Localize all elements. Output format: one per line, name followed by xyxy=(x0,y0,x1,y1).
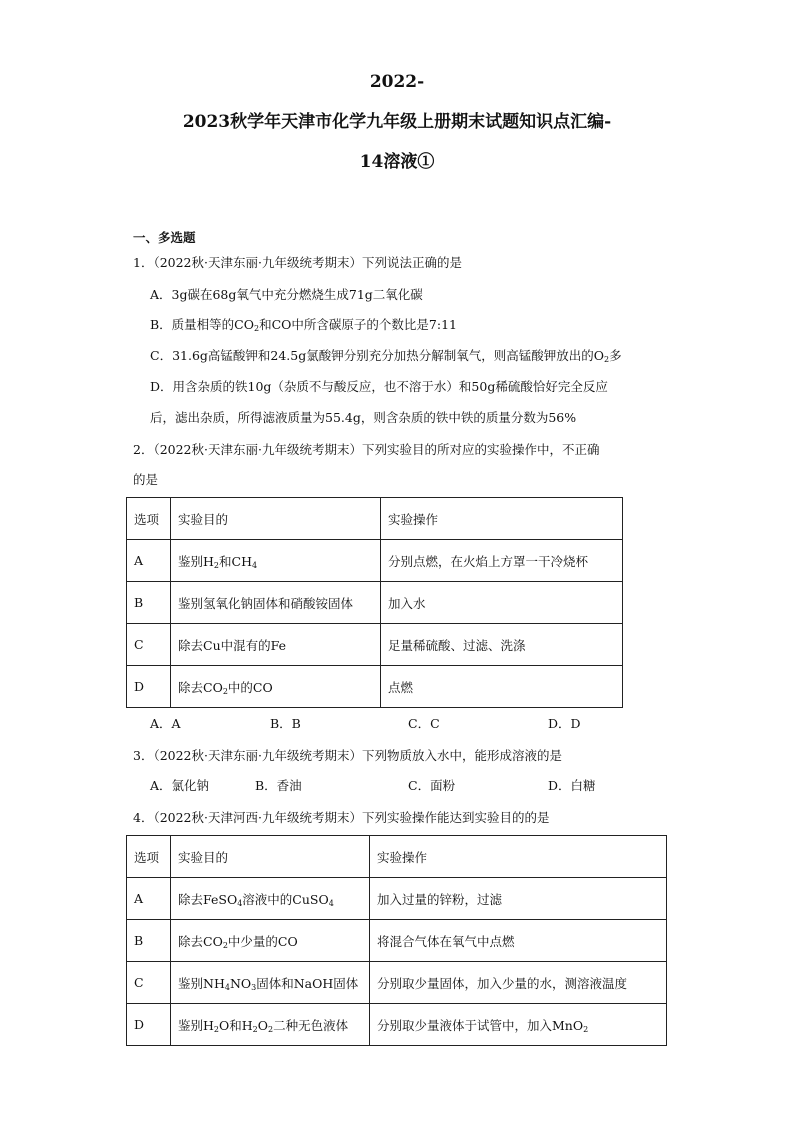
choice: D．D xyxy=(548,716,581,731)
q1-option-d: D．用含杂质的铁10g（杂质不与酸反应，也不溶于水）和50g稀硫酸恰好完全反应 xyxy=(150,379,608,394)
table-cell: 分别取少量液体于试管中，加入MnO$_2$ xyxy=(370,1004,667,1046)
table-cell: 除去Cu中混有的Fe xyxy=(171,624,381,666)
choice: D．白糖 xyxy=(548,778,596,793)
table-header-row xyxy=(127,836,667,878)
q2-stem-cont: 的是 xyxy=(133,472,159,487)
choice: C．C xyxy=(408,716,440,731)
table-cell: 足量稀硫酸、过滤、洗涤 xyxy=(381,624,623,666)
table-cell: D xyxy=(127,1004,171,1046)
table-cell: 鉴别氢氧化钠固体和硝酸铵固体 xyxy=(171,582,381,624)
title-line-3: 14溶液① xyxy=(359,152,435,172)
table-cell: 分别取少量固体，加入少量的水，测溶液温度 xyxy=(370,962,667,1004)
table-header: 实验操作 xyxy=(381,498,623,540)
table-row xyxy=(127,624,623,666)
q1-option-c: C．31.6g高锰酸钾和24.5g氯酸钾分别充分加热分解制氧气，则高锰酸钾放出的$O_2$多 xyxy=(150,348,622,364)
table-cell: 鉴别$NH_4NO_3$固体和NaOH固体 xyxy=(171,962,370,1004)
q4-table xyxy=(126,835,667,1046)
table-header-row xyxy=(127,498,623,540)
q2-stem: 2．（2022秋·天津东丽·九年级统考期末）下列实验目的所对应的实验操作中，不正确 xyxy=(133,442,600,457)
table-cell: 除去$CO_2$中的CO xyxy=(171,666,381,708)
table-cell: B xyxy=(127,920,171,962)
q3-choices xyxy=(150,776,650,796)
title-line-2: 2023秋学年天津市化学九年级上册期末试题知识点汇编- xyxy=(182,112,612,132)
table-row xyxy=(127,540,623,582)
table-cell: D xyxy=(127,666,171,708)
q3-stem: 3．（2022秋·天津东丽·九年级统考期末）下列物质放入水中，能形成溶液的是 xyxy=(133,748,562,763)
table-header: 实验目的 xyxy=(171,498,381,540)
table-header: 实验操作 xyxy=(370,836,667,878)
q1-option-b: B．质量相等的$CO_2$和CO中所含碳原子的个数比是7:11 xyxy=(150,317,457,333)
q1-option-d-cont: 后，滤出杂质，所得滤液质量为55.4g，则含杂质的铁中铁的质量分数为56% xyxy=(150,410,577,425)
table-row xyxy=(127,582,623,624)
table-header: 实验目的 xyxy=(171,836,370,878)
table-cell: B xyxy=(127,582,171,624)
q2-table xyxy=(126,497,623,708)
q1-option-a: A．3g碳在68g氧气中充分燃烧生成71g二氧化碳 xyxy=(150,287,423,302)
table-cell: 加入过量的锌粉，过滤 xyxy=(370,878,667,920)
table-row xyxy=(127,878,667,920)
table-header: 选项 xyxy=(127,498,171,540)
table-cell: C xyxy=(127,624,171,666)
table-header: 选项 xyxy=(127,836,171,878)
choice: B．香油 xyxy=(255,778,302,793)
table-row xyxy=(127,1004,667,1046)
q4-stem: 4．（2022秋·天津河西·九年级统考期末）下列实验操作能达到实验目的的是 xyxy=(133,810,550,825)
table-row xyxy=(127,962,667,1004)
q1-stem: 1．（2022秋·天津东丽·九年级统考期末）下列说法正确的是 xyxy=(133,255,462,270)
table-cell: 除去$CO_2$中少量的CO xyxy=(171,920,370,962)
table-cell: 点燃 xyxy=(381,666,623,708)
q2-choices xyxy=(150,714,650,734)
table-cell: 鉴别$H_2$和$CH_4$ xyxy=(171,540,381,582)
choice: A．A xyxy=(150,716,181,731)
table-cell: 将混合气体在氧气中点燃 xyxy=(370,920,667,962)
table-cell: 除去FeSO$_4$溶液中的CuSO$_4$ xyxy=(171,878,370,920)
table-row xyxy=(127,666,623,708)
choice: B．B xyxy=(270,716,301,731)
table-cell: 鉴别$H_2O$和$H_2O_2$二种无色液体 xyxy=(171,1004,370,1046)
table-cell: A xyxy=(127,540,171,582)
table-cell: A xyxy=(127,878,171,920)
choice: C．面粉 xyxy=(408,778,456,793)
table-cell: C xyxy=(127,962,171,1004)
table-row xyxy=(127,920,667,962)
section-heading: 一、多选题 xyxy=(133,230,196,245)
table-cell: 分别点燃，在火焰上方罩一干冷烧杯 xyxy=(381,540,623,582)
choice: A．氯化钠 xyxy=(150,778,210,793)
title-line-1: 2022- xyxy=(369,72,425,92)
table-cell: 加入水 xyxy=(381,582,623,624)
